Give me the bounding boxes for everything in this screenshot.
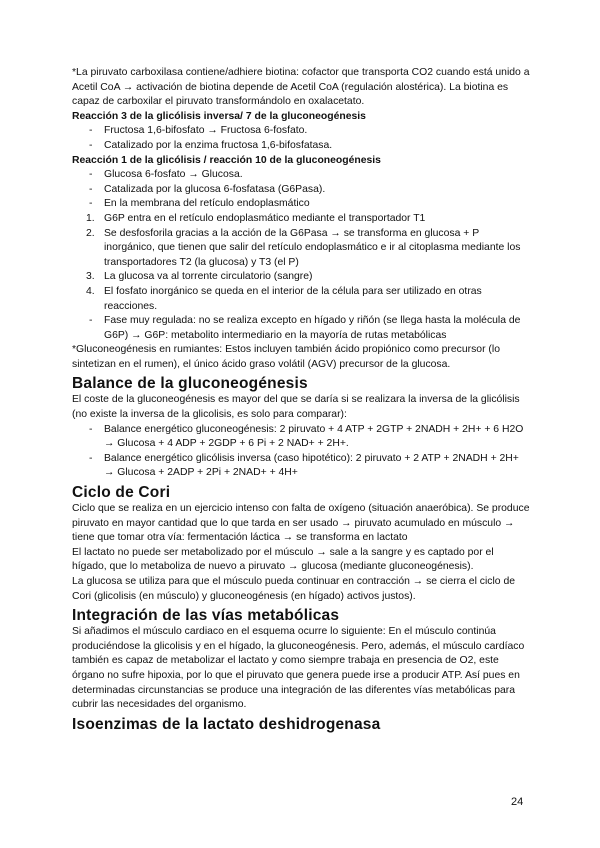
steps-list <box>72 212 530 314</box>
balance-list <box>72 423 530 481</box>
cori-paragraph-2: El lactato no puede ser metabolizado por el músculo → sale a la sangre y es captado por el hígado, que lo metaboliza de nuevo a piruvato → glucosa (mediante gluconeogénesis). <box>72 546 494 573</box>
integration-paragraph: Si añadimos el músculo cardiaco en el esquema ocurre lo siguiente: En el músculo continúa produciéndose la glicolisis y en el hígado, la gluconeogénesis. Pero, además, el músculo cardíaco también es capaz de metabolizar el lactato y como siempre trabaja en presencia de O2, este órgano no sufre hipoxia, por lo que el piruvato que genera puede irse a producir ATP. Así pues en determinadas circunstancias se produce una integración de las diferentes vías metabólicas para cubrir las necesidades del organismo. <box>72 626 525 711</box>
reaction-3-heading: Reacción 3 de la glicólisis inversa/ 7 de la gluconeogénesis <box>72 110 366 122</box>
section-heading-balance: Balance de la gluconeogénesis <box>72 375 308 393</box>
balance-paragraph: El coste de la gluconeogénesis es mayor del que se daría si se realizara la inversa de la glicólisis (no existe la inversa de la glicolisis, es solo para comparar): <box>72 394 520 421</box>
reaction-1-list <box>72 168 530 212</box>
list-item: 4. El fosfato inorgánico se queda en el interior de la célula para ser utilizado en otras reacciones. <box>86 285 482 312</box>
list-item: 3. La glucosa va al torrente circulatorio (sangre) <box>86 271 313 283</box>
list-item: - Balance energético glicólisis inversa (caso hipotético): 2 piruvato + 2 ATP + 2NADH + 2H+ → Glucosa + 2ADP + 2Pi + 2NAD+ + 4H+ <box>89 452 519 479</box>
cori-paragraph-3: La glucosa se utiliza para que el músculo pueda continuar en contracción → se cierra el ciclo de Cori (glicolisis (en músculo) y gluconeogénesis (en hígado) activos justos). <box>72 576 516 602</box>
biotin-note: *La piruvato carboxilasa contiene/adhiere biotina: cofactor que transporta CO2 cuando está unido a Acetil CoA → activación de biotina depende de Acetil CoA (regulación alostérica). La biotina es capaz de carboxilar el piruvato transformándolo en oxalacetato. <box>72 67 530 108</box>
list-item: 1. G6P entra en el retículo endoplasmático mediante el transportador T1 <box>86 212 426 224</box>
list-item: 2. Se desfosforila gracias a la acción de la G6Pasa → se transforma en glucosa + P inorgánico, que tienen que salir del retículo endoplasmático e ir al citoplasma mediante los transportadores T2 (la glucosa) y T3 (el P) <box>86 227 521 268</box>
cori-paragraph-1: Ciclo que se realiza en un ejercicio intenso con falta de oxígeno (situación anaeróbica). Se produce piruvato en mayor cantidad que lo que tarda en ser usado → piruvato acumulado en músculo → tiene que tomar otra vía: fermentación láctica → se transforma en lactato <box>72 503 530 544</box>
list-item: - En la membrana del retículo endoplasmático <box>89 198 310 210</box>
list-item: - Balance energético gluconeogénesis: 2 piruvato + 4 ATP + 2GTP + 2NADH + 2H+ + 6 H2O → Glucosa + 4 ADP + 2GDP + 6 Pi + 2 NAD+ + 2H+. <box>89 423 524 450</box>
list-item: - Catalizado por la enzima fructosa 1,6-bifosfatasa. <box>89 139 333 151</box>
reaction-1-heading: Reacción 1 de la glicólisis / reacción 10 de la gluconeogénesis <box>72 154 381 166</box>
list-item: - Fructosa 1,6-bifosfato → Fructosa 6-fosfato. <box>89 125 308 137</box>
section-heading-cori: Ciclo de Cori <box>72 484 171 502</box>
page-number: 24 <box>511 796 524 808</box>
rumiantes-note: *Gluconeogénesis en rumiantes: Estos incluyen también ácido propiónico como precursor (lo sintetizan en el rumen), el único ácido graso volátil (AGV) precursor de la glucosa. <box>72 344 500 370</box>
reaction-3-list <box>72 124 530 153</box>
regulation-list <box>72 314 530 343</box>
page-content <box>72 66 530 734</box>
list-item: - Fase muy regulada: no se realiza excepto en hígado y riñón (se llega hasta la molécula de G6P) → G6P: metabolito intermediario en la mayoría de rutas metabólicas <box>89 315 521 341</box>
section-heading-isoenzymes: Isoenzimas de la lactato deshidrogenasa <box>72 715 381 733</box>
section-heading-integration: Integración de las vías metabólicas <box>72 607 340 625</box>
list-item: - Catalizada por la glucosa 6-fosfatasa (G6Pasa). <box>89 183 326 195</box>
list-item: - Glucosa 6-fosfato → Glucosa. <box>89 169 243 181</box>
